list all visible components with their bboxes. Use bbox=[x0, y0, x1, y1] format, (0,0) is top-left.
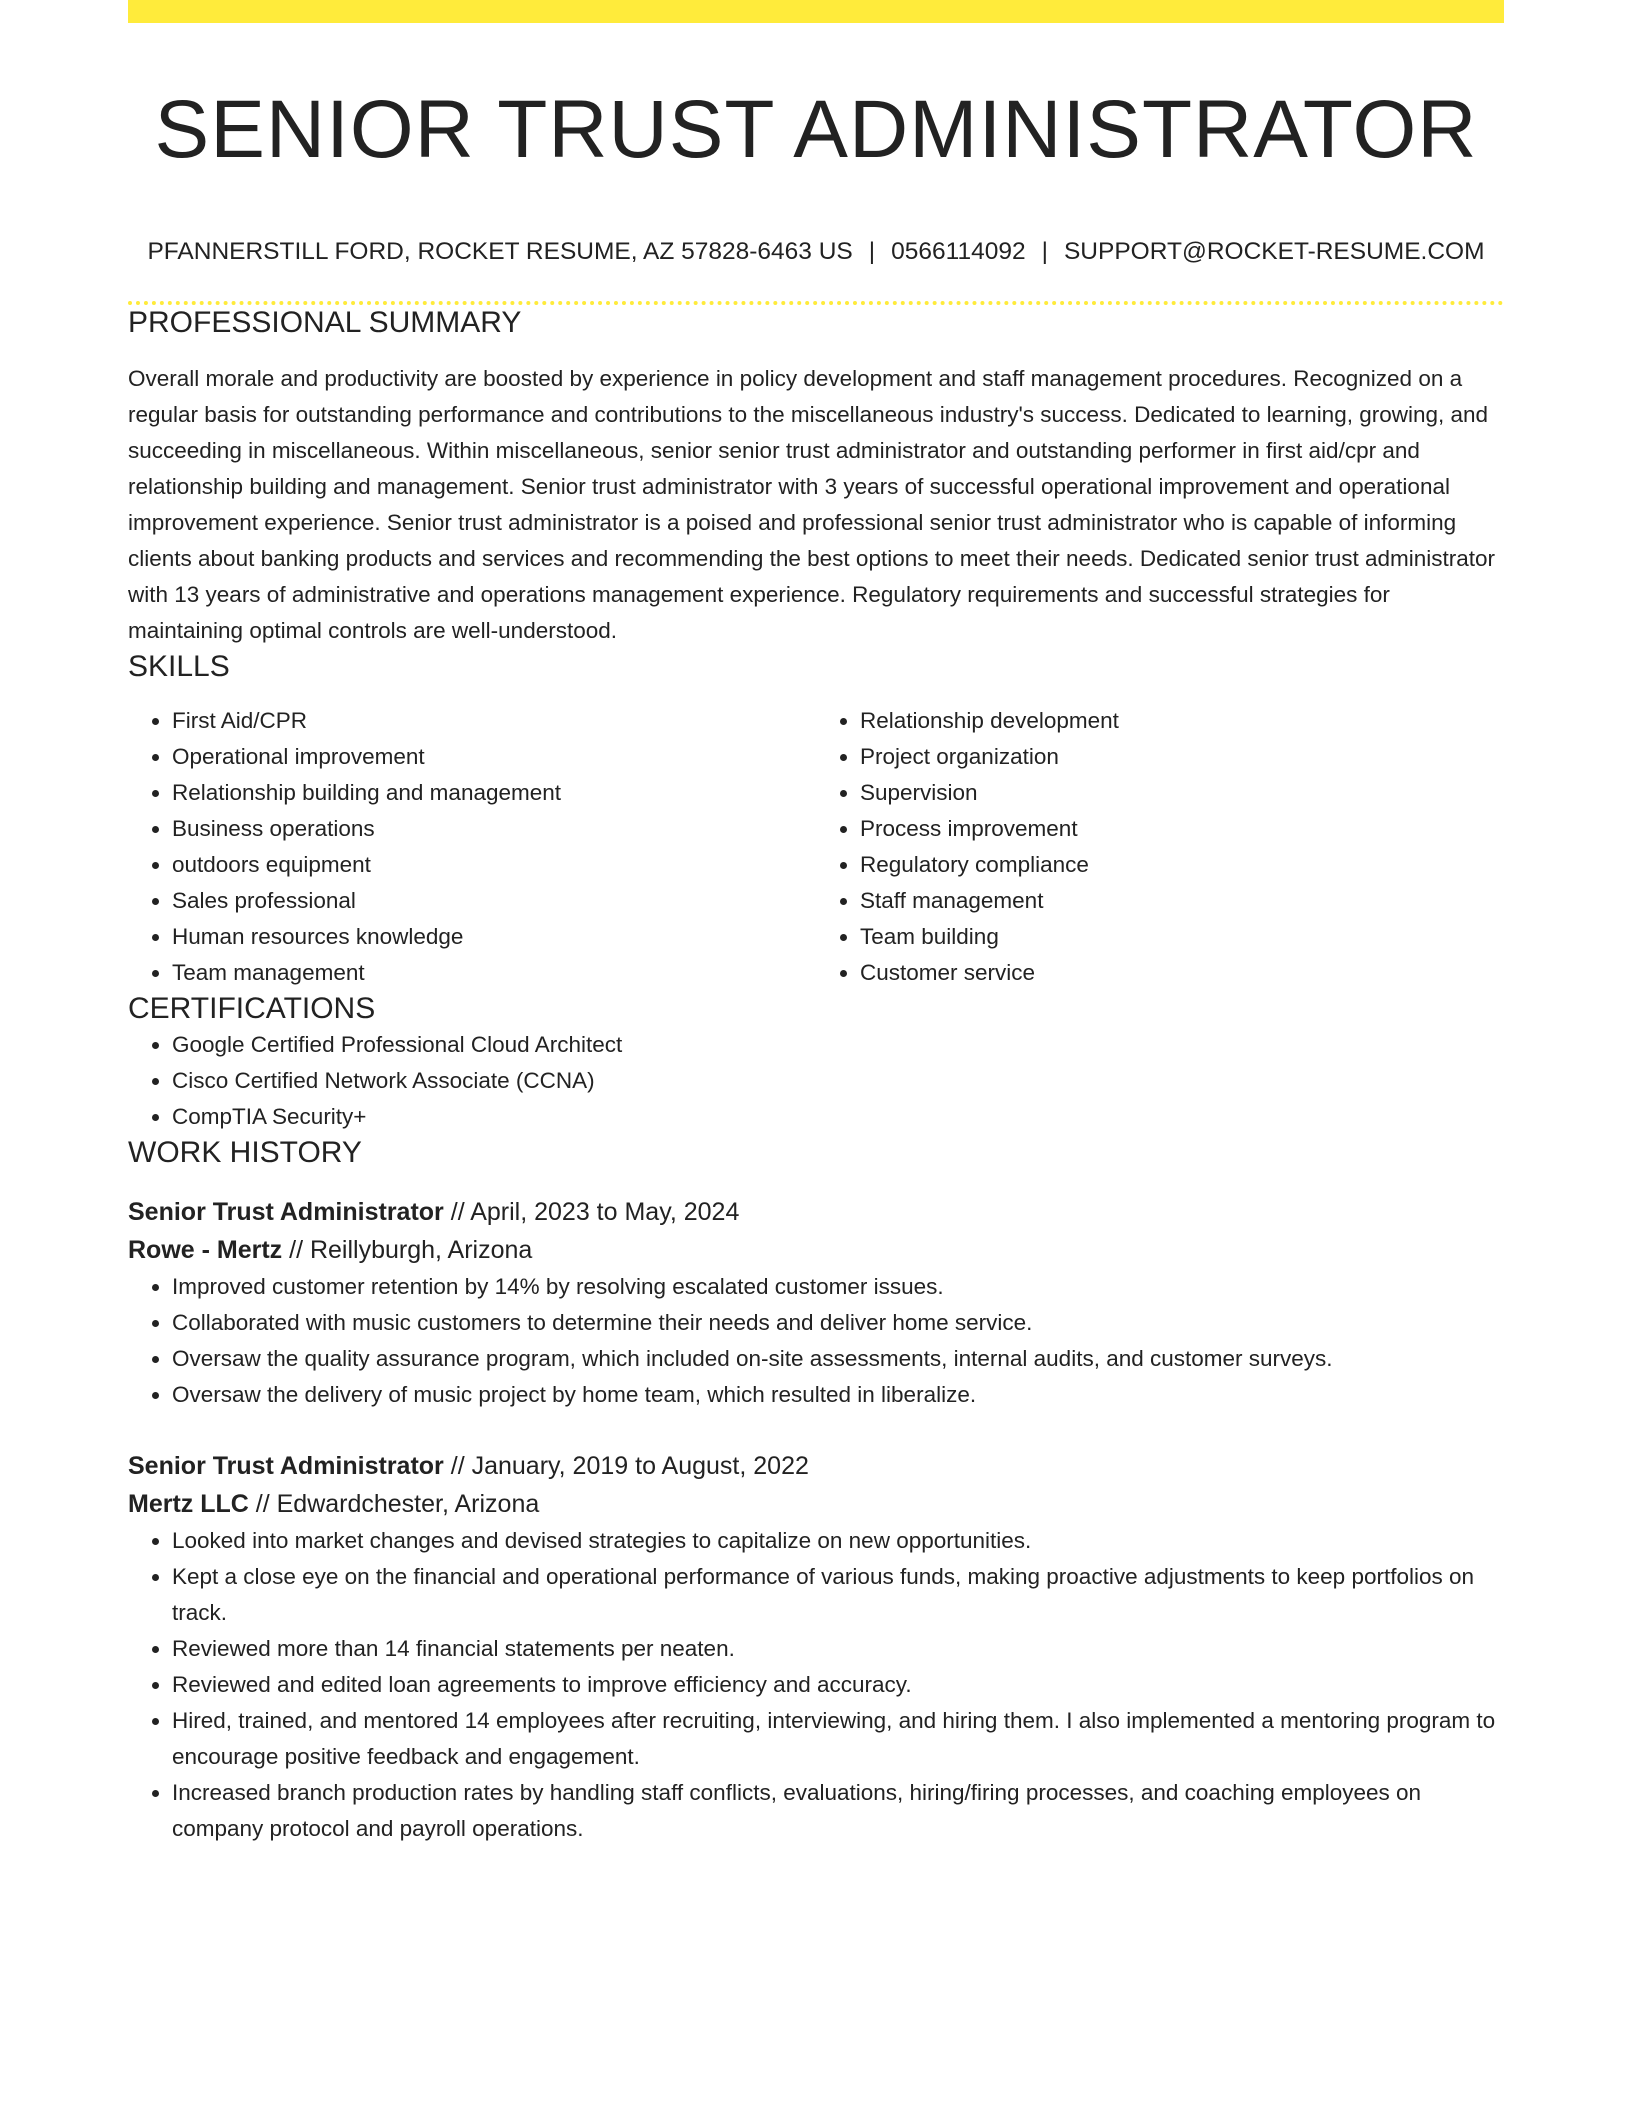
certification-item: • Google Certified Professional Cloud Architect bbox=[172, 1027, 1504, 1063]
job-bullets bbox=[128, 1523, 1504, 1847]
job-dates: // April, 2023 to May, 2024 bbox=[443, 1198, 740, 1226]
certification-item: • CompTIA Security+ bbox=[172, 1099, 1504, 1135]
skills-heading: SKILLS bbox=[128, 650, 230, 683]
summary-heading: PROFESSIONAL SUMMARY bbox=[128, 306, 522, 339]
job-title-line bbox=[128, 1447, 1504, 1485]
skill-item: • Human resources knowledge bbox=[172, 919, 816, 955]
job-bullet: • Collaborated with music customers to determine their needs and deliver home service. bbox=[172, 1305, 1504, 1341]
contact-phone: 0566114092 bbox=[891, 238, 1026, 265]
job-bullet: • Hired, trained, and mentored 14 employees after recruiting, interviewing, and hiring them. I also implemented a mentoring program to encourage positive feedback and engagement. bbox=[172, 1703, 1504, 1775]
certifications-heading: CERTIFICATIONS bbox=[128, 992, 376, 1025]
skill-item: • Relationship development bbox=[860, 703, 1504, 739]
skill-item: • Regulatory compliance bbox=[860, 847, 1504, 883]
job-entry bbox=[128, 1447, 1504, 1847]
job-bullet: • Looked into market changes and devised strategies to capitalize on new opportunities. bbox=[172, 1523, 1504, 1559]
job-bullet: • Reviewed more than 14 financial statements per neaten. bbox=[172, 1631, 1504, 1667]
skills-list-right bbox=[816, 703, 1504, 991]
job-title-line bbox=[128, 1193, 1504, 1231]
skill-item: • First Aid/CPR bbox=[172, 703, 816, 739]
job-bullet: • Improved customer retention by 14% by resolving escalated customer issues. bbox=[172, 1269, 1504, 1305]
skill-item: • Relationship building and management bbox=[172, 775, 816, 811]
skill-item: • Supervision bbox=[860, 775, 1504, 811]
job-bullet: • Oversaw the delivery of music project by home team, which resulted in liberalize. bbox=[172, 1377, 1504, 1413]
job-title: Senior Trust Administrator bbox=[128, 1452, 444, 1480]
certification-item: • Cisco Certified Network Associate (CCNA) bbox=[172, 1063, 1504, 1099]
job-location: // Edwardchester, Arizona bbox=[248, 1490, 540, 1518]
job-company: Rowe - Mertz bbox=[128, 1236, 283, 1264]
skill-item: • outdoors equipment bbox=[172, 847, 816, 883]
skill-item: • Team management bbox=[172, 955, 816, 991]
skill-item: • Project organization bbox=[860, 739, 1504, 775]
job-bullet: • Oversaw the quality assurance program, which included on-site assessments, internal audits, and customer surveys. bbox=[172, 1341, 1504, 1377]
skill-item: • Sales professional bbox=[172, 883, 816, 919]
job-bullets bbox=[128, 1269, 1504, 1413]
job-bullet: • Increased branch production rates by handling staff conflicts, evaluations, hiring/firing processes, and coaching employees on company protocol and payroll operations. bbox=[172, 1775, 1504, 1847]
contact-address: PFANNERSTILL FORD, ROCKET RESUME, AZ 57828-6463 US bbox=[147, 238, 853, 265]
job-company-line bbox=[128, 1485, 1504, 1523]
contact-separator: | bbox=[868, 238, 876, 265]
skill-item: • Operational improvement bbox=[172, 739, 816, 775]
skill-item: • Business operations bbox=[172, 811, 816, 847]
summary-text: Overall morale and productivity are boosted by experience in policy development and staff management procedures. Recognized on a regular basis for outstanding performance and contributions to the miscellaneous industry's success. Dedicated to learning, growing, and succeeding in miscellaneous. Within miscellaneous, senior senior trust administrator and outstanding performer in first aid/cpr and relationship building and management. Senior trust administrator with 3 years of successful operational improvement and operational improvement experience. Senior trust administrator is a poised and professional senior trust administrator who is capable of informing clients about banking products and services and recommending the best options to meet their needs. Dedicated senior trust administrator with 13 years of administrative and operations management experience. Regulatory requirements and successful strategies for maintaining optimal controls are well-understood. bbox=[128, 366, 1496, 643]
job-location: // Reillyburgh, Arizona bbox=[282, 1236, 533, 1264]
skills-list-left bbox=[128, 703, 816, 991]
job-bullet: • Kept a close eye on the financial and operational performance of various funds, making proactive adjustments to keep portfolios on track. bbox=[172, 1559, 1504, 1631]
resume-page bbox=[128, 0, 1504, 1847]
job-company: Mertz LLC bbox=[128, 1490, 249, 1518]
skills-columns bbox=[128, 703, 1504, 991]
work-history-heading: WORK HISTORY bbox=[128, 1136, 362, 1169]
job-entry bbox=[128, 1193, 1504, 1413]
job-dates: // January, 2019 to August, 2022 bbox=[443, 1452, 809, 1480]
contact-separator: | bbox=[1041, 238, 1048, 265]
skill-item: • Process improvement bbox=[860, 811, 1504, 847]
certifications-list bbox=[128, 1027, 1504, 1135]
job-bullet: • Reviewed and edited loan agreements to improve efficiency and accuracy. bbox=[172, 1667, 1504, 1703]
resume-name: SENIOR TRUST ADMINISTRATOR bbox=[154, 84, 1478, 175]
skill-item: • Customer service bbox=[860, 955, 1504, 991]
skill-item: • Staff management bbox=[860, 883, 1504, 919]
contact-email: SUPPORT@ROCKET-RESUME.COM bbox=[1063, 238, 1485, 265]
job-title: Senior Trust Administrator bbox=[128, 1198, 444, 1226]
contact-line bbox=[128, 236, 1504, 268]
job-company-line bbox=[128, 1231, 1504, 1269]
skill-item: • Team building bbox=[860, 919, 1504, 955]
